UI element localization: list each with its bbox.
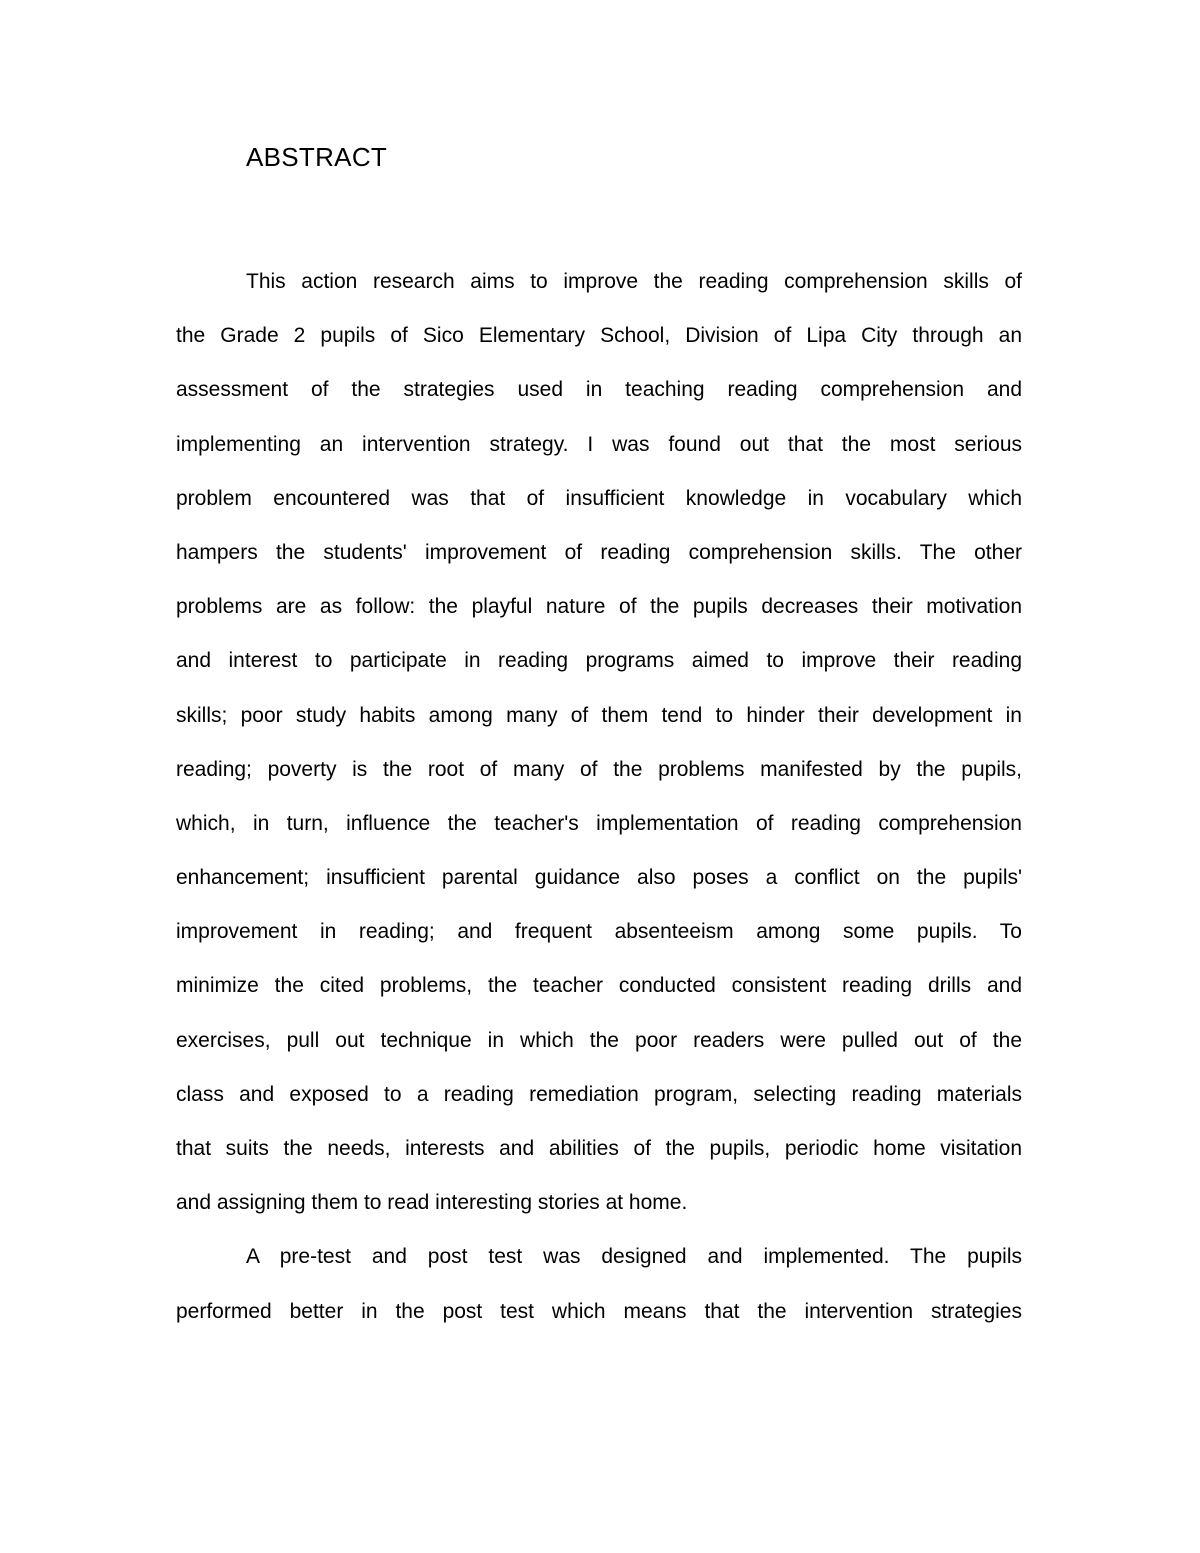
body-line: that suits the needs, interests and abilities of the pupils, periodic home visitation [176, 1137, 1022, 1160]
body-line: skills; poor study habits among many of them tend to hinder their development in [176, 703, 1022, 727]
body-line: which, in turn, influence the teacher's implementation of reading comprehension [176, 811, 1022, 835]
abstract-body [176, 263, 1022, 1347]
body-line: minimize the cited problems, the teacher conducted consistent reading drills and [176, 974, 1022, 998]
body-line: implementing an intervention strategy. I was found out that the most serious [176, 432, 1022, 456]
body-line: the Grade 2 pupils of Sico Elementary School, Division of Lipa City through an [176, 324, 1022, 348]
body-line: and assigning them to read interesting stories at home. [176, 1191, 688, 1215]
body-line: problems are as follow: the playful nature of the pupils decreases their motivation [176, 595, 1022, 619]
body-line: exercises, pull out technique in which the poor readers were pulled out of the [176, 1028, 1022, 1052]
body-line: class and exposed to a reading remediation program, selecting reading materials [176, 1082, 1022, 1106]
body-line: and interest to participate in reading programs aimed to improve their reading [176, 649, 1022, 673]
body-line: improvement in reading; and frequent absenteeism among some pupils. To [176, 920, 1022, 944]
page-title: ABSTRACT [246, 142, 388, 172]
body-line: A pre-test and post test was designed and implemented. The pupils [246, 1245, 1022, 1269]
body-line: assessment of the strategies used in teaching reading comprehension and [176, 378, 1022, 402]
body-line: problem encountered was that of insufficient knowledge in vocabulary which [176, 486, 1022, 510]
body-line: enhancement; insufficient parental guidance also poses a conflict on the pupils' [176, 866, 1022, 890]
body-line: reading; poverty is the root of many of the problems manifested by the pupils, [176, 757, 1022, 781]
body-line: performed better in the post test which means that the intervention strategies [176, 1299, 1022, 1323]
body-line: This action research aims to improve the reading comprehension skills of [246, 270, 1022, 293]
body-line: hampers the students' improvement of reading comprehension skills. The other [176, 540, 1022, 564]
